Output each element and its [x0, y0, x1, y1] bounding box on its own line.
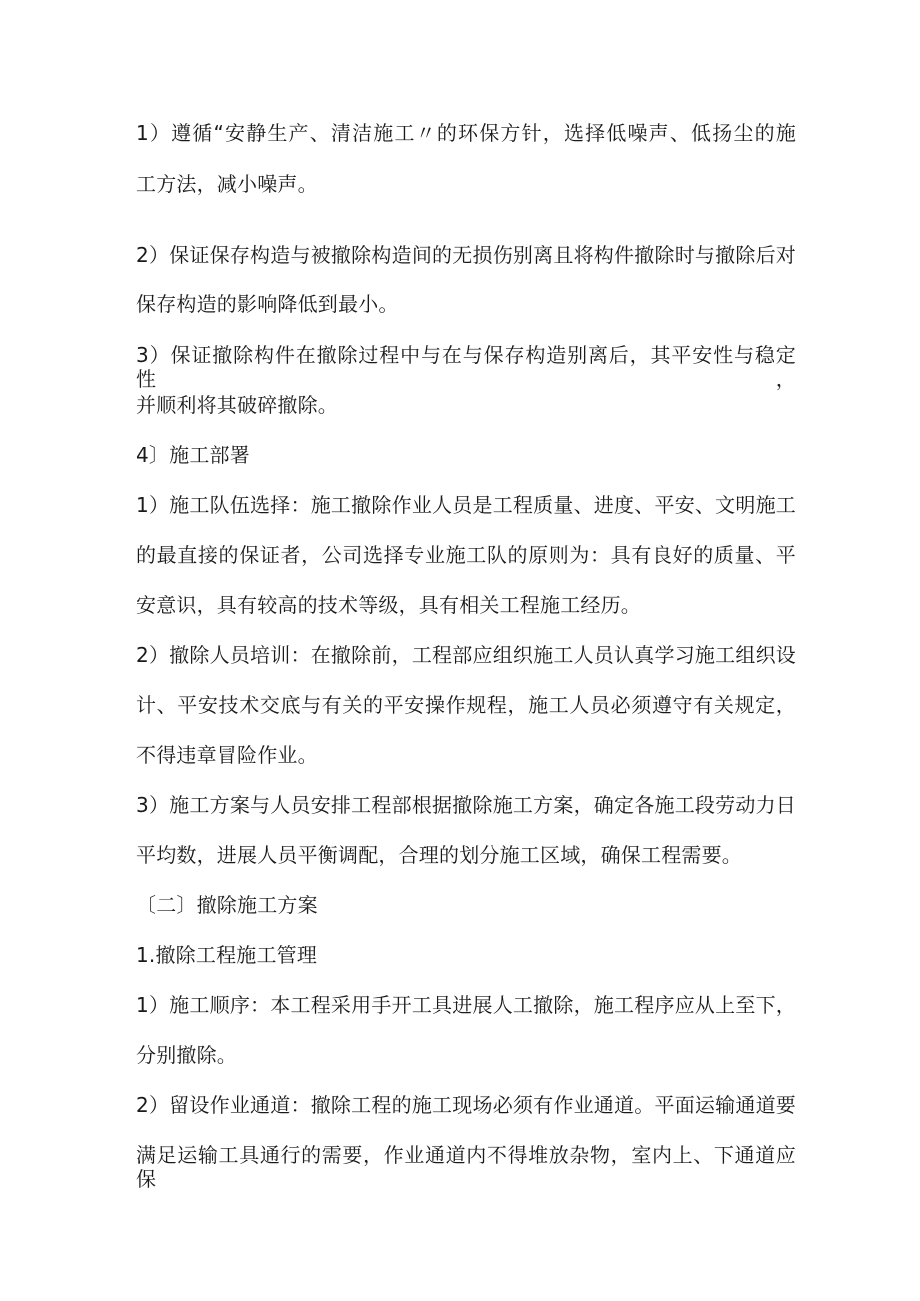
- text-line: 满足运输工具通行的需要，作业通道内不得堆放杂物，室内上、下通道应保: [136, 1143, 796, 1191]
- text-line: 1）施工队伍选择：施工撤除作业人员是工程质量、进度、平安、文明施工: [136, 493, 796, 517]
- text-line: 2）撤除人员培训：在撤除前，工程部应组织施工人员认真学习施工组织设: [136, 643, 796, 667]
- text-line: 1）施工顺序：本工程采用手开工具进展人工撤除，施工程序应从上至下，: [136, 993, 796, 1017]
- text-line: 不得违章冒险作业。: [136, 743, 318, 767]
- section-heading: 4〕施工部署: [136, 443, 250, 467]
- text-line: 平均数，进展人员平衡调配，合理的划分施工区域，确保工程需要。: [136, 843, 742, 867]
- text-line: 工方法，减小噪声。: [136, 172, 318, 196]
- text-line: 1）遵循“安静生产、清洁施工〃的环保方针，选择低噪声、低扬尘的施: [136, 121, 796, 145]
- text-line: 并顺利将其破碎撤除。: [136, 393, 338, 417]
- text-line: 保存构造的影响降低到最小。: [136, 292, 399, 316]
- text-line: 安意识，具有较高的技术等级，具有相关工程施工经历。: [136, 593, 641, 617]
- text-line: 计、平安技术交底与有关的平安操作规程，施工人员必须遵守有关规定，: [136, 693, 796, 717]
- text-line: 2）留设作业通道：撤除工程的施工现场必须有作业通道。平面运输通道要: [136, 1093, 796, 1117]
- subsection-heading: 1.撤除工程施工管理: [136, 943, 318, 967]
- text-line: 的最直接的保证者，公司选择专业施工队的原则为：具有良好的质量、平: [136, 543, 796, 567]
- text-line: 3）施工方案与人员安排工程部根据撤除施工方案，确定各施工段劳动力日: [136, 793, 796, 817]
- text-line: 分别撤除。: [136, 1043, 237, 1067]
- text-line: 3）保证撤除构件在撤除过程中与在与保存构造别离后，其平安性与稳定性，: [136, 343, 796, 391]
- section-heading: 〔二〕撤除施工方案: [136, 893, 318, 917]
- text-line: 2）保证保存构造与被撤除构造间的无损伤别离且将构件撤除时与撤除后对: [136, 243, 796, 267]
